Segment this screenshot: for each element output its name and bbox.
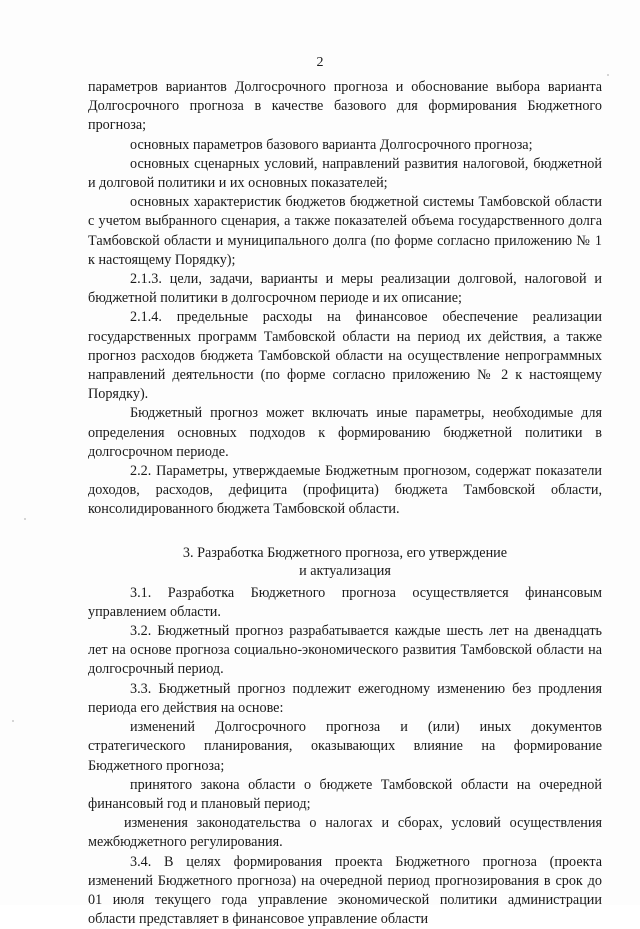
section-heading [88,544,602,580]
paragraph: изменения законодательства о налогах и сборах, условий осуществления межбюджетного регулирования. [88,815,602,851]
page-number: 2 [316,55,324,70]
paragraph: изменений Долгосрочного прогноза и (или) иных документов стратегического планирования, оказывающих влияние на формирование Бюджетного прогноза; [88,719,602,774]
paragraph: принятого закона области о бюджете Тамбовской области на очередной финансовый год и плановый период; [88,776,602,812]
paragraph: 2.1.3. цели, задачи, варианты и меры реализации долговой, налоговой и бюджетной политики в долгосрочном периоде и их описание; [88,271,602,307]
document-body [88,78,602,929]
paragraph: 2.2. Параметры, утверждаемые Бюджетным прогнозом, содержат показатели доходов, расходов, дефицита (профицита) бюджета Тамбовской области, консолидированного бюджета Тамбовской области. [88,463,602,518]
section-heading-line-2: и актуализация [299,562,391,579]
paragraph: основных параметров базового варианта Долгосрочного прогноза; [130,136,533,153]
scan-speck [12,720,14,722]
paragraph: 3.2. Бюджетный прогноз разрабатывается каждые шесть лет на двенадцать лет на основе прогноза социально-экономического развития Тамбовской области на долгосрочный период. [88,623,602,678]
section-heading-line-1: 3. Разработка Бюджетного прогноза, его утверждение [182,544,508,561]
paragraph: основных сценарных условий, направлений развития налоговой, бюджетной и долговой политики и их основных показателей; [88,155,602,192]
paragraph: 3.3. Бюджетный прогноз подлежит ежегодному изменению без продления периода его действия на основе: [88,680,602,716]
paragraph: 2.1.4. предельные расходы на финансовое обеспечение реализации государственных программ Тамбовской области на период их действия, а также прогноз расходов бюджета Тамбовской области на осуществление непрограммных направлений деятельности (по форме согласно приложению № 2 к настоящему Порядку). [88,309,602,403]
paragraph: 3.1. Разработка Бюджетного прогноза осуществляется финансовым управлением области. [88,584,602,620]
paragraph: 3.4. В целях формирования проекта Бюджетного прогноза (проекта изменений Бюджетного прогноза) на очередной период прогнозирования в срок до 01 июля текущего года управление экономической политики администрации области представляет в финансовое управление области [88,853,602,928]
paragraph: параметров вариантов Долгосрочного прогноза и обоснование выбора варианта Долгосрочного прогноза в качестве базового для формирования Бюджетного прогноза; [88,79,602,134]
paragraph: Бюджетный прогноз может включать иные параметры, необходимые для определения основных подходов к формированию бюджетной политики в долгосрочном периоде. [88,405,602,460]
scan-speck [607,74,609,76]
paragraph: основных характеристик бюджетов бюджетной системы Тамбовской области с учетом выбранного сценария, а также показателей объема государственного долга Тамбовской области и муниципального долга (по форме согласно приложению № 1 к настоящему Порядку); [88,194,602,268]
scan-speck [24,518,26,520]
